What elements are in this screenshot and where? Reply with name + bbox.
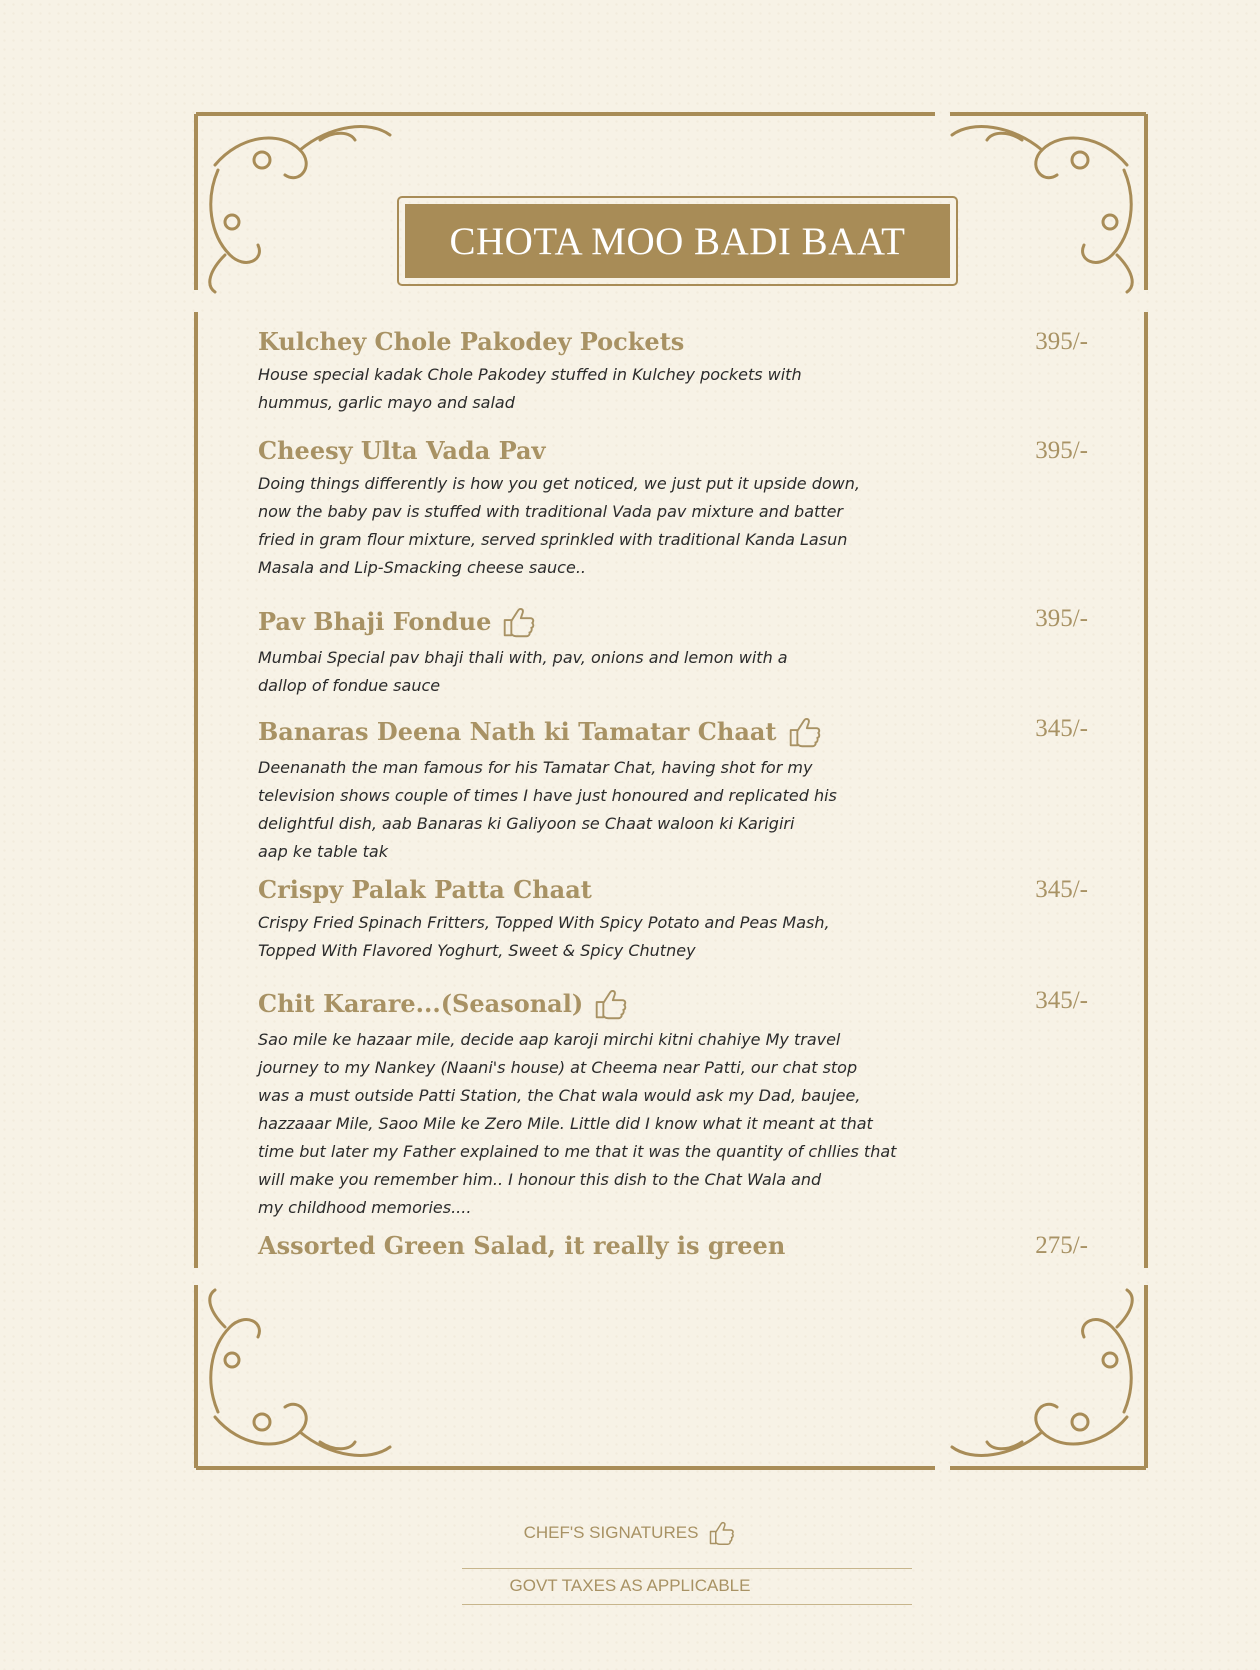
corner-flourish-top-left bbox=[210, 127, 390, 292]
section-title: CHOTA MOO BADI BAAT bbox=[449, 219, 906, 263]
description-line: was a must outside Patti Station, the Chat wala would ask my Dad, baujee, bbox=[258, 1086, 861, 1105]
menu-item-description bbox=[258, 1026, 938, 1222]
menu-item bbox=[258, 713, 1088, 866]
menu-item bbox=[258, 874, 1088, 965]
description-line: Doing things differently is how you get noticed, we just put it upside down, bbox=[258, 474, 860, 493]
menu-item-price: 345/- bbox=[1035, 987, 1088, 1014]
description-line: will make you remember him.. I honour this dish to the Chat Wala and bbox=[258, 1170, 822, 1189]
menu-item-name-text: Crispy Palak Patta Chaat bbox=[258, 875, 592, 904]
description-line: dallop of fondue sauce bbox=[258, 676, 441, 695]
description-line: delightful dish, aab Banaras ki Galiyoon se Chaat waloon ki Karigiri bbox=[258, 814, 795, 833]
thumbs-up-icon bbox=[785, 713, 823, 751]
description-line: fried in gram flour mixture, served sprinkled with traditional Kanda Lasun bbox=[258, 530, 848, 549]
menu-item-name-text: Kulchey Chole Pakodey Pockets bbox=[258, 327, 685, 356]
menu-item bbox=[258, 1230, 1088, 1262]
menu-item-name-text: Pav Bhaji Fondue bbox=[258, 607, 492, 636]
menu-item bbox=[258, 326, 1088, 417]
description-line: journey to my Nankey (Naani's house) at Cheema near Patti, our chat stop bbox=[258, 1058, 858, 1077]
chef-signature-legend bbox=[0, 1518, 1260, 1548]
menu-item-name bbox=[258, 985, 1088, 1023]
menu-item-name-text: Assorted Green Salad, it really is green bbox=[258, 1231, 786, 1260]
description-line: Topped With Flavored Yoghurt, Sweet & Spicy Chutney bbox=[258, 941, 696, 960]
menu-item bbox=[258, 435, 1088, 582]
section-title-plaque bbox=[405, 204, 950, 278]
menu-item-description bbox=[258, 754, 938, 866]
description-line: now the baby pav is stuffed with traditional Vada pav mixture and batter bbox=[258, 502, 843, 521]
menu-item-name bbox=[258, 713, 1088, 751]
menu-item-price: 275/- bbox=[1035, 1232, 1088, 1259]
description-line: Sao mile ke hazaar mile, decide aap karoji mirchi kitni chahiye My travel bbox=[258, 1030, 841, 1049]
description-line: television shows couple of times I have just honoured and replicated his bbox=[258, 786, 837, 805]
menu-item-name bbox=[258, 874, 1088, 906]
menu-item-price: 395/- bbox=[1035, 437, 1088, 464]
description-line: Masala and Lip-Smacking cheese sauce.. bbox=[258, 558, 586, 577]
footer-divider-top bbox=[462, 1568, 912, 1569]
menu-item-name-text: Chit Karare...(Seasonal) bbox=[258, 989, 584, 1018]
menu-item-name bbox=[258, 326, 1088, 358]
description-line: Crispy Fried Spinach Fritters, Topped With Spicy Potato and Peas Mash, bbox=[258, 913, 830, 932]
menu-item bbox=[258, 985, 1088, 1222]
footer-divider-bottom bbox=[462, 1604, 912, 1605]
thumbs-up-icon bbox=[706, 1518, 736, 1548]
thumbs-up-icon bbox=[499, 603, 537, 641]
tax-note: GOVT TAXES AS APPLICABLE bbox=[509, 1576, 751, 1595]
menu-item bbox=[258, 603, 1088, 700]
description-line: Deenanath the man famous for his Tamatar Chat, having shot for my bbox=[258, 758, 813, 777]
corner-flourish-bottom-right bbox=[952, 1290, 1132, 1455]
menu-item-description bbox=[258, 470, 938, 582]
menu-item-name-text: Banaras Deena Nath ki Tamatar Chaat bbox=[258, 717, 777, 746]
chef-signature-label: CHEF'S SIGNATURES bbox=[523, 1523, 699, 1542]
corner-flourish-bottom-left bbox=[210, 1290, 390, 1455]
menu-item-price: 345/- bbox=[1035, 876, 1088, 903]
description-line: aap ke table tak bbox=[258, 842, 388, 861]
menu-item-name bbox=[258, 435, 1088, 467]
menu-item-description bbox=[258, 909, 938, 965]
corner-flourish-top-right bbox=[952, 127, 1132, 292]
menu-item-price: 395/- bbox=[1035, 328, 1088, 355]
menu-item-name bbox=[258, 603, 1088, 641]
description-line: House special kadak Chole Pakodey stuffed in Kulchey pockets with bbox=[258, 365, 802, 384]
menu-item-price: 395/- bbox=[1035, 605, 1088, 632]
description-line: my childhood memories.... bbox=[258, 1198, 472, 1217]
thumbs-up-icon bbox=[591, 985, 629, 1023]
description-line: hazzaaar Mile, Saoo Mile ke Zero Mile. Little did I know what it meant at that bbox=[258, 1114, 873, 1133]
description-line: hummus, garlic mayo and salad bbox=[258, 393, 515, 412]
menu-item-price: 345/- bbox=[1035, 715, 1088, 742]
menu-item-description bbox=[258, 361, 938, 417]
description-line: Mumbai Special pav bhaji thali with, pav, onions and lemon with a bbox=[258, 648, 788, 667]
menu-item-name bbox=[258, 1230, 1088, 1262]
menu-item-name-text: Cheesy Ulta Vada Pav bbox=[258, 436, 546, 465]
description-line: time but later my Father explained to me that it was the quantity of chllies that bbox=[258, 1142, 897, 1161]
menu-item-description bbox=[258, 644, 938, 700]
